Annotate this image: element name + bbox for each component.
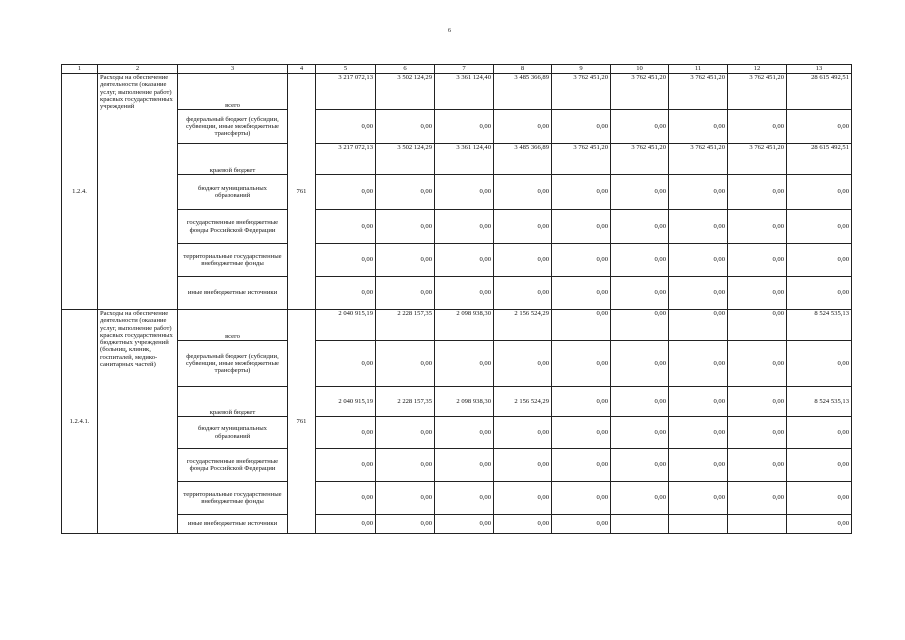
value-cell: 28 615 492,51	[787, 144, 852, 175]
header-cell: 7	[435, 65, 494, 74]
value-cell: 0,00	[611, 210, 669, 244]
item-code: 1.2.4.	[62, 74, 98, 310]
value-cell: 0,00	[316, 515, 376, 534]
value-cell: 0,00	[494, 110, 552, 144]
value-cell: 0,00	[435, 515, 494, 534]
value-cell: 0,00	[611, 449, 669, 482]
value-cell: 0,00	[552, 175, 611, 210]
value-cell: 0,00	[728, 482, 787, 515]
value-cell: 0,00	[787, 244, 852, 277]
value-cell: 0,00	[669, 310, 728, 341]
header-cell: 6	[376, 65, 435, 74]
funding-source: краевой бюджет	[178, 387, 288, 417]
value-cell: 0,00	[611, 175, 669, 210]
table-row	[62, 74, 852, 110]
table-row	[62, 387, 852, 417]
value-cell: 0,00	[728, 417, 787, 449]
value-cell: 0,00	[611, 310, 669, 341]
value-cell: 0,00	[494, 341, 552, 387]
value-cell: 0,00	[435, 417, 494, 449]
value-cell: 0,00	[316, 341, 376, 387]
grbs-code: 761	[288, 74, 316, 310]
value-cell: 28 615 492,51	[787, 74, 852, 110]
value-cell: 3 361 124,40	[435, 144, 494, 175]
header-cell: 10	[611, 65, 669, 74]
value-cell: 0,00	[552, 310, 611, 341]
value-cell: 0,00	[552, 277, 611, 310]
value-cell: 3 762 451,20	[669, 144, 728, 175]
item-code: 1.2.4.1.	[62, 310, 98, 534]
value-cell: 0,00	[728, 210, 787, 244]
funding-source: государственные внебюджетные фонды Российской Федерации	[178, 449, 288, 482]
item-name: Расходы на обеспечение деятельности (оказание услуг, выполнение работ) красвых государственных бюджетных учреждений (больниц, клиник, госпиталей, медико-санитарных частей)	[98, 310, 178, 534]
value-cell: 0,00	[611, 244, 669, 277]
value-cell: 0,00	[552, 417, 611, 449]
value-cell: 2 228 157,35	[376, 310, 435, 341]
value-cell: 0,00	[787, 449, 852, 482]
table-row	[62, 482, 852, 515]
value-cell: 0,00	[376, 515, 435, 534]
value-cell: 0,00	[611, 387, 669, 417]
value-cell: 0,00	[552, 244, 611, 277]
value-cell: 0,00	[611, 341, 669, 387]
value-cell: 0,00	[316, 210, 376, 244]
header-cell: 3	[178, 65, 288, 74]
funding-source: бюджет муниципальных образований	[178, 175, 288, 210]
header-cell: 1	[62, 65, 98, 74]
header-cell: 12	[728, 65, 787, 74]
value-cell	[669, 515, 728, 534]
table-row	[62, 175, 852, 210]
value-cell: 0,00	[787, 341, 852, 387]
value-cell: 0,00	[552, 341, 611, 387]
value-cell: 0,00	[611, 277, 669, 310]
value-cell: 0,00	[316, 244, 376, 277]
item-name: Расходы на обеспечение деятельности (оказание услуг, выполнение работ) красвых государственных учреждений	[98, 74, 178, 310]
value-cell: 0,00	[728, 310, 787, 341]
value-cell: 0,00	[494, 175, 552, 210]
funding-source: бюджет муниципальных образований	[178, 417, 288, 449]
value-cell: 0,00	[669, 449, 728, 482]
value-cell: 0,00	[376, 210, 435, 244]
value-cell: 0,00	[316, 417, 376, 449]
value-cell: 0,00	[376, 449, 435, 482]
value-cell: 0,00	[787, 515, 852, 534]
value-cell: 2 098 938,30	[435, 310, 494, 341]
value-cell: 0,00	[316, 175, 376, 210]
value-cell: 3 502 124,29	[376, 144, 435, 175]
table-row	[62, 515, 852, 534]
value-cell: 0,00	[494, 244, 552, 277]
value-cell: 0,00	[435, 110, 494, 144]
value-cell: 0,00	[552, 515, 611, 534]
value-cell: 0,00	[787, 210, 852, 244]
header-cell: 9	[552, 65, 611, 74]
value-cell: 0,00	[552, 210, 611, 244]
value-cell: 0,00	[728, 110, 787, 144]
value-cell: 0,00	[316, 482, 376, 515]
value-cell: 0,00	[728, 244, 787, 277]
value-cell: 0,00	[494, 417, 552, 449]
value-cell: 0,00	[376, 277, 435, 310]
value-cell: 0,00	[494, 210, 552, 244]
value-cell: 3 762 451,20	[552, 74, 611, 110]
table-row	[62, 310, 852, 341]
value-cell: 2 040 915,19	[316, 310, 376, 341]
value-cell: 0,00	[669, 175, 728, 210]
value-cell: 0,00	[494, 515, 552, 534]
value-cell: 0,00	[435, 277, 494, 310]
grbs-code: 761	[288, 310, 316, 534]
value-cell: 0,00	[376, 244, 435, 277]
value-cell: 0,00	[376, 482, 435, 515]
table-row	[62, 277, 852, 310]
value-cell: 0,00	[787, 417, 852, 449]
value-cell: 0,00	[611, 110, 669, 144]
table-row	[62, 144, 852, 175]
value-cell: 0,00	[494, 277, 552, 310]
value-cell: 3 485 366,89	[494, 74, 552, 110]
funding-source: федеральный бюджет (субсидии, субвенции, иные межбюджетные трансферты)	[178, 341, 288, 387]
value-cell: 0,00	[728, 175, 787, 210]
value-cell: 0,00	[494, 482, 552, 515]
value-cell	[611, 515, 669, 534]
value-cell: 0,00	[435, 449, 494, 482]
value-cell: 0,00	[669, 417, 728, 449]
funding-source: краевой бюджет	[178, 144, 288, 175]
header-cell: 4	[288, 65, 316, 74]
value-cell: 3 361 124,40	[435, 74, 494, 110]
funding-source: всего	[178, 310, 288, 341]
value-cell: 0,00	[787, 482, 852, 515]
value-cell: 3 217 072,13	[316, 144, 376, 175]
funding-source: иные внебюджетные источники	[178, 515, 288, 534]
value-cell: 0,00	[435, 244, 494, 277]
header-row	[62, 65, 852, 74]
value-cell: 2 228 157,35	[376, 387, 435, 417]
value-cell: 0,00	[376, 417, 435, 449]
value-cell: 0,00	[611, 417, 669, 449]
value-cell: 0,00	[787, 277, 852, 310]
value-cell: 0,00	[435, 341, 494, 387]
value-cell: 0,00	[376, 110, 435, 144]
value-cell	[728, 515, 787, 534]
value-cell: 0,00	[435, 175, 494, 210]
table-body	[62, 74, 852, 534]
funding-source: иные внебюджетные источники	[178, 277, 288, 310]
value-cell: 0,00	[376, 175, 435, 210]
header-cell: 8	[494, 65, 552, 74]
value-cell: 2 098 938,30	[435, 387, 494, 417]
value-cell: 0,00	[552, 482, 611, 515]
value-cell: 0,00	[669, 341, 728, 387]
table-row	[62, 244, 852, 277]
value-cell: 0,00	[435, 482, 494, 515]
value-cell: 0,00	[611, 482, 669, 515]
funding-source: всего	[178, 74, 288, 110]
funding-source: территориальные государственные внебюджетные фонды	[178, 244, 288, 277]
value-cell: 0,00	[316, 449, 376, 482]
table-row	[62, 417, 852, 449]
budget-table	[61, 64, 852, 534]
value-cell: 3 217 072,13	[316, 74, 376, 110]
header-cell: 2	[98, 65, 178, 74]
value-cell: 0,00	[728, 387, 787, 417]
header-cell: 5	[316, 65, 376, 74]
value-cell: 3 762 451,20	[669, 74, 728, 110]
header-cell: 11	[669, 65, 728, 74]
value-cell: 0,00	[728, 449, 787, 482]
value-cell: 0,00	[552, 387, 611, 417]
funding-source: федеральный бюджет (субсидии, субвенции, иные межбюджетные трансферты)	[178, 110, 288, 144]
value-cell: 3 485 366,89	[494, 144, 552, 175]
value-cell: 8 524 535,13	[787, 310, 852, 341]
table-row	[62, 110, 852, 144]
value-cell: 3 762 451,20	[728, 144, 787, 175]
value-cell: 3 502 124,29	[376, 74, 435, 110]
value-cell: 0,00	[669, 244, 728, 277]
value-cell: 3 762 451,20	[728, 74, 787, 110]
value-cell: 0,00	[669, 482, 728, 515]
value-cell: 2 040 915,19	[316, 387, 376, 417]
funding-source: государственные внебюджетные фонды Российской Федерации	[178, 210, 288, 244]
value-cell: 0,00	[316, 110, 376, 144]
funding-source: территориальные государственные внебюджетные фонды	[178, 482, 288, 515]
value-cell: 0,00	[669, 387, 728, 417]
value-cell: 8 524 535,13	[787, 387, 852, 417]
value-cell: 0,00	[728, 277, 787, 310]
table-row	[62, 210, 852, 244]
value-cell: 0,00	[669, 277, 728, 310]
table-row	[62, 449, 852, 482]
value-cell: 0,00	[669, 210, 728, 244]
value-cell: 0,00	[787, 110, 852, 144]
value-cell: 0,00	[787, 175, 852, 210]
table-row	[62, 341, 852, 387]
value-cell: 0,00	[552, 449, 611, 482]
value-cell: 0,00	[435, 210, 494, 244]
value-cell: 3 762 451,20	[552, 144, 611, 175]
value-cell: 0,00	[316, 277, 376, 310]
page-number: 6	[448, 28, 451, 34]
value-cell: 2 156 524,29	[494, 387, 552, 417]
value-cell: 0,00	[669, 110, 728, 144]
value-cell: 0,00	[494, 449, 552, 482]
value-cell: 0,00	[728, 341, 787, 387]
value-cell: 3 762 451,20	[611, 144, 669, 175]
header-cell: 13	[787, 65, 852, 74]
value-cell: 3 762 451,20	[611, 74, 669, 110]
value-cell: 0,00	[376, 341, 435, 387]
value-cell: 2 156 524,29	[494, 310, 552, 341]
value-cell: 0,00	[552, 110, 611, 144]
